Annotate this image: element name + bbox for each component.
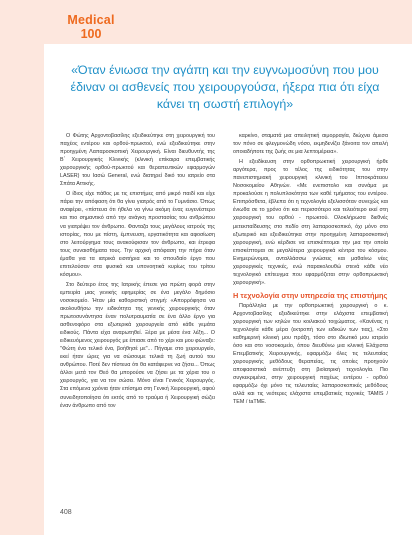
- paragraph: Ο Φώτης Αρχοντοβασίλης εξειδικεύτηκε στη χειρουργική του παχέος εντέρου και ορθού-πρωκτού, ενώ εξειδικεύτηκε στην προηγμένη Λαπαροσκοπική Χειρουργική. Είναι διευθυντής της Β΄ Χειρουργικής Κλινικής (κλινική επίκαιρα επεμβατικής χειρουργικής ορθού-πρωκτού και θεραπευτικών εφαρμογών LASER) του Ιασώ General, ενώ διατηρεί δικό του ιατρείο στα Σπάτα Αττικής.: [60, 133, 215, 188]
- section-subheading: Η τεχνολογία στην υπηρεσία της επιστήμης: [233, 290, 388, 300]
- paragraph: Ο ίδιος είχε πάθος με τις επιστήμες από μικρό παιδί και είχε πάρει την απόφαση ότι θα γίνει γιατρός από το Γυμνάσιο. Όπως αναφέρει, «πίστευα ότι ήθελα να γίνω ακόμη ένας ευγενέστερο και πιο σημαντικό από την ανάγκη προστασίας του ανθρώπου να γιατρέψει τον άνθρωπο. Φανταζα τους μεγάλους ιατρούς της ιστορίας, που με πίστη, έμπνευση, εργατικότητα και αφοσίωση στο λειτούργημα τους ανακούφισαν τον άνθρωπο, και έτρεφα τους συναισθήματα τους. Την αρχική απόφαση την πήρα όταν έμαθα για τα ιατρικά εισιτήρια και το σπουδαίο έργο που επιτελούσαν στα φυσικά και υπονοητικά κυρίως του τρίτου κόσμου».: [60, 191, 215, 278]
- logo-line-2: 100: [80, 26, 102, 41]
- article-column-right: [233, 132, 388, 409]
- magazine-logo: [60, 14, 122, 44]
- left-margin-strip: [0, 0, 44, 535]
- paragraph: Παράλληλα με την ορθοπρωκτική χειρουργική ο κ. Αρχοντοβασίλης εξειδικεύτηκε στην ελάχιστα επεμβατική χειρουργική των κηλών του κοιλιακού τοιχώματος. «Κανένας η τεχνολογία κάθε μέρα (εκτροπή των ειδικών των τιας), «Στο καθημερινή κλινική μου πράξη, τόσο στο ιδιωτικό μου ιατρείο όσο και στο νοσοκομείο, όπου διευθύνω μια κλινική Ελάχιστα Επεμβατικής Χειρουργικής, εφαρμόζω όλες τις τελευταίας χειρουργικής μεθόδους θεραπείας, τις οποίες προηγούν αποφασιστικά ανέπτυξη στη βιοϊατρική τεχνολογία. Πιο συγκεκριμένα, στην χειρουργική παχέως εντέρου - ορθού εφαρμόζω όχι μόνο τις τελευταίες λαπαροσκοπικές μεθόδους αλλά και τις νεότερες ελάχιστα επεμβατικές τεχνικές TAMIS / TEM / taTME.: [233, 302, 388, 406]
- paragraph: καρκίνο, σταματά μια απειλητική αιμορραγία, διώχνει άμεσα τον πόνο σε φλεγμονώδη νόσο, εκμηδενίζει ξάνοιτα τον απειλή οποιαδήποτε της ζωής σε μια λεπτομέρεια».: [233, 133, 388, 156]
- page-number: 408: [60, 509, 72, 516]
- pull-quote: «Όταν ένιωσα την αγάπη και την ευγνωμοσύνη που μου έδιναν οι ασθενείς που χειρουργούσα, ήξερα πια ότι είχα κάνει τη σωστή επιλογή»: [70, 63, 380, 111]
- paragraph: Η εξειδίκευση στην ορθοπρωκτική χειρουργική ήρθε αργότερα, προς το τέλος της ειδικότητας του στην πανεπιστημιακή χειρουργική κλινική του Ιπποκράτειου Νοσοκομείου Αθηνών. «Με ενεπιστολο και συνάμα με προκαλούσε η πολυπλοκότητα των καθέ τμήματος του εντέρου. Επιπρόσθετα, έβλεπα ότι η τεχνολογία εξελισσόταν συνεχώς και ένιωθα σε το χρόνο ότι και περισσότερο και τελειότερο εκεί στη χειρουργική του ορθού - πρωκτού. Ολοκλήρωσα διεθνές μετεκπαίδευσης στο πεδίο στη λαπαροσκοπικό, όχι μόνο στο εξωτερικό και εξειδικεύτηκα στην προηγμένη λαπαροσκοπική χειρουργική, ενώ κέρδισε να επισκέπτομαι την μια την οποία επισκέπτομαι σε μεγαλύτερα χειρουργικά κέντρα του κόσμου. Ενημερώνομαι, ανταλλάσσω γνώσεις και μαθαίνω νέες χειρουργικές τεχνικές, ενώ παρακολουθώ στενά κάθε νέο τεχνολογικό επίτευγμα που εφαρμόζεται στην ορθοπρωκτική χειρουργική».: [233, 159, 388, 286]
- logo-line-1: Medical: [67, 13, 115, 27]
- article-column-left: [60, 132, 215, 412]
- paragraph: Στο δεύτερο έτος της Ιατρικής έπεσε για πρώτη φορά στην εμπειρία μιας γενικής εφημερίας σε ένα μεγάλο δημόσιο νοσοκομείο. Ήταν μία καθοριστική στιγμή: «Απορρόφησα να ακολουθήσω την ειδικότητα της γενικής χειρουργικής όταν πρωτοσυνάντησα έναν πολυτραυματία σε ένα άλλο έργο για ασθενοφόρο στα εξωτερικά χειρουργεία από κάθε γεμάτα ειδικούς. Πάντα είχα αναρωτηθεί. Ξέρα με μέσα ένα λέξη... Ο ειδικευόμενος χειρουργός με έπιασε από το χέρι και μου φώναξε: "Φώτη ένα τελικό ένα, βοήθησέ με"... Πήγαμε στο χειρουργείο, εκεί ήταν ώρες για να σώσουμε τελικά τη ζωή αυτού του ανθρώπου. Ποτέ δεν πίστευα ότι θα κατάφερνε να ζήσει... Όπως άλλοι μετά τον Θεό θα μπορούσε να ζήσει με τα χέρια του ο χειρουργός, για να τον σώσει. Μόνο είναι Γενικός Χειρουργός. Στα επόμενα χρόνια ήταν επίσημα στη Γενική Χειρουργική, αφού συνειδητοποίησα ότι εκτός από το τραύμα ή Χειρουργική σώζει έναν άνθρωπο από τον: [60, 281, 215, 409]
